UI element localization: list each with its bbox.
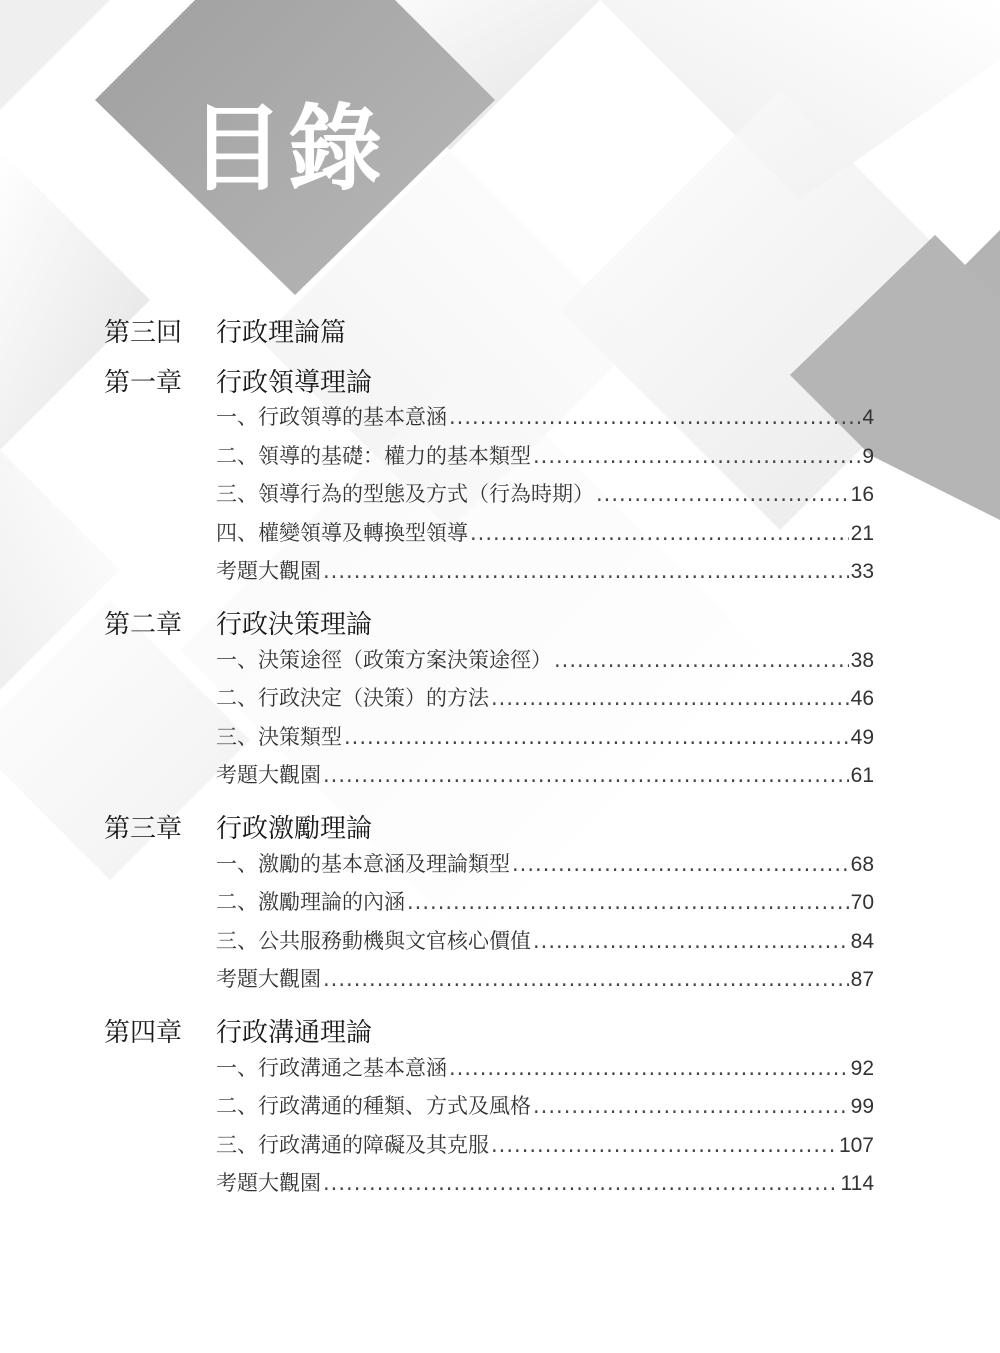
toc-entry-page: 49 xyxy=(850,725,874,749)
dot-leader xyxy=(512,845,849,884)
dot-leader xyxy=(323,756,849,795)
chapter-title: 行政溝通理論 xyxy=(216,1018,373,1048)
toc-entry-page: 70 xyxy=(850,891,874,914)
toc-entry-title: 考題大觀園 xyxy=(216,763,321,787)
toc-entry[interactable] xyxy=(216,1049,874,1088)
toc-entry-title: 三、領導行為的型態及方式（行為時期） xyxy=(216,482,594,506)
chapter-heading[interactable] xyxy=(104,1013,874,1049)
toc-entry-title: 四、權變領導及轉換型領導 xyxy=(216,520,468,545)
toc-entry-page: 4 xyxy=(862,406,874,429)
dot-leader xyxy=(449,1049,849,1088)
toc-entry-title: 一、行政領導的基本意涵 xyxy=(216,405,447,429)
toc-entry-title: 三、公共服務動機與文官核心價值 xyxy=(216,928,531,953)
toc-entry-title: 三、決策類型 xyxy=(216,724,342,749)
toc-entry-page: 16 xyxy=(850,483,874,506)
chapter-number: 第三回 xyxy=(104,317,183,348)
toc-entry[interactable] xyxy=(216,475,874,514)
dot-leader xyxy=(533,437,860,476)
toc-entry[interactable] xyxy=(216,552,874,591)
toc-entry[interactable] xyxy=(216,718,874,757)
toc-entry[interactable] xyxy=(216,756,874,795)
chapter-number: 第二章 xyxy=(104,610,183,640)
toc-entry-title: 二、行政溝通的種類、方式及風格 xyxy=(216,1094,531,1118)
toc-entry[interactable] xyxy=(216,883,874,922)
toc-entry-title: 考題大觀園 xyxy=(216,1171,321,1195)
toc-entry-title: 二、激勵理論的內涵 xyxy=(216,890,405,914)
toc-entry-title: 二、領導的基礎：權力的基本類型 xyxy=(216,443,531,468)
chapter-number: 第三章 xyxy=(104,814,183,844)
dot-leader xyxy=(554,641,849,680)
toc-entry-page: 92 xyxy=(850,1056,874,1080)
chapter-title: 行政領導理論 xyxy=(216,367,373,398)
chapter-number: 第四章 xyxy=(104,1018,183,1048)
dot-leader xyxy=(491,1126,837,1165)
toc-entry[interactable] xyxy=(216,641,874,680)
toc-entry-page: 84 xyxy=(850,929,874,953)
toc-entry[interactable] xyxy=(216,1087,874,1126)
toc-entry-title: 一、激勵的基本意涵及理論類型 xyxy=(216,851,510,876)
dot-leader xyxy=(407,883,849,922)
dot-leader xyxy=(323,552,849,591)
toc-entry[interactable] xyxy=(216,437,874,476)
toc-entry-page: 61 xyxy=(850,764,874,787)
dot-leader xyxy=(596,475,849,514)
dot-leader xyxy=(449,398,860,437)
dot-leader xyxy=(323,960,849,999)
toc-entry-page: 87 xyxy=(850,968,874,991)
toc-entry-page: 38 xyxy=(850,648,874,672)
toc-entry-title: 三、行政溝通的障礙及其克服 xyxy=(216,1132,489,1157)
toc-entry-page: 114 xyxy=(840,1172,874,1195)
toc-entry-page: 68 xyxy=(850,852,874,876)
dot-leader xyxy=(344,718,849,757)
toc-entry[interactable] xyxy=(216,845,874,884)
toc-entry-page: 46 xyxy=(850,687,874,710)
chapter-heading[interactable] xyxy=(104,809,874,845)
toc-entry-title: 考題大觀園 xyxy=(216,967,321,991)
toc-entry[interactable] xyxy=(216,679,874,718)
toc-entry-page: 9 xyxy=(862,444,874,468)
toc-entry-title: 二、行政決定（決策）的方法 xyxy=(216,686,489,710)
toc-entry-title: 考題大觀園 xyxy=(216,559,321,583)
toc-entry-title: 一、決策途徑（政策方案決策途徑） xyxy=(216,647,552,672)
toc-entry-page: 99 xyxy=(850,1095,874,1118)
toc-entry[interactable] xyxy=(216,922,874,961)
dot-leader xyxy=(470,514,849,553)
chapter-title: 行政理論篇 xyxy=(216,317,347,348)
chapter-title: 行政激勵理論 xyxy=(216,814,373,844)
toc-entry[interactable] xyxy=(216,514,874,553)
dot-leader xyxy=(533,922,849,961)
toc-entry-page: 33 xyxy=(850,560,874,583)
chapter-number: 第一章 xyxy=(104,367,183,398)
dot-leader xyxy=(491,679,849,718)
toc-entry[interactable] xyxy=(216,1126,874,1165)
table-of-contents xyxy=(104,312,874,1203)
toc-entry-title: 一、行政溝通之基本意涵 xyxy=(216,1055,447,1080)
toc-entry[interactable] xyxy=(216,960,874,999)
toc-entry-page: 21 xyxy=(850,521,874,545)
toc-entry[interactable] xyxy=(216,1164,874,1203)
toc-entry-page: 107 xyxy=(838,1133,874,1157)
toc-entry[interactable] xyxy=(216,398,874,437)
part-heading[interactable] xyxy=(104,312,874,348)
dot-leader xyxy=(533,1087,849,1126)
chapter-heading[interactable] xyxy=(104,362,874,398)
chapter-title: 行政決策理論 xyxy=(216,610,373,640)
dot-leader xyxy=(323,1164,839,1203)
chapter-heading[interactable] xyxy=(104,605,874,641)
page-title: 目錄 xyxy=(190,95,387,204)
